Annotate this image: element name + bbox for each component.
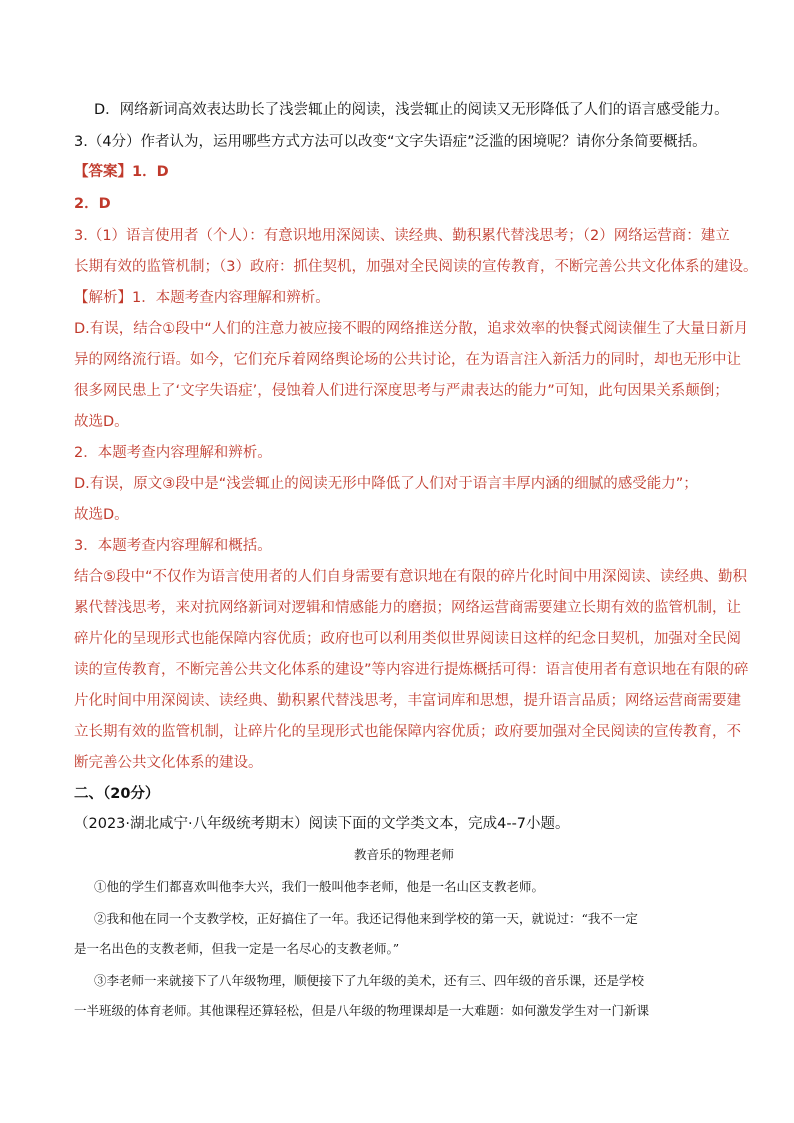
analysis-3-line-2: 累代替浅思考，来对抗网络新词对逻辑和情感能力的磨损；网络运营商需要建立长期有效的监管机制，让 [74,600,741,616]
answer-3-line-2: 长期有效的监管机制；（3）政府：抓住契机，加强对全民阅读的宣传教育，不断完善公共文化体系的建设。 [74,259,758,275]
question-3: 3.（4分）作者认为，运用哪些方式方法可以改变“文字失语症”泛滥的困境呢？请你分条简要概括。 [74,134,707,150]
analysis-3-line-4: 读的宣传教育，不断完善公共文化体系的建设”等内容进行提炼概括可得：语言使用者有意识地在有限的碎 [74,662,749,678]
analysis-3-line-3: 碎片化的呈现形式也能保障内容优质；政府也可以利用类似世界阅读日这样的纪念日契机，加强对全民阅 [74,631,741,647]
story-paragraph-2-line-1: ②我和他在同一个支教学校，正好搞住了一年。我还记得他来到学校的第一天，就说过：“我不一定 [94,911,638,926]
analysis-1-conclusion: 故选D。 [74,414,129,430]
analysis-1-line-1: D.有误，结合①段中“人们的注意力被应接不暇的网络推送分散，追求效率的快餐式阅读催生了大量日新月 [74,321,749,337]
story-paragraph-2-line-2: 是一名出色的支教老师，但我一定是一名尽心的支教老师。” [74,941,400,956]
analysis-heading: 【解析】1．本题考查内容理解和辨析。 [74,290,330,306]
option-d-text: D．网络新词高效表达助长了浅尝辄止的阅读，浅尝辄止的阅读又无形降低了人们的语言感受能力。 [94,102,729,118]
analysis-2-conclusion: 故选D。 [74,507,129,523]
analysis-3-line-6: 立长期有效的监管机制，让碎片化的呈现形式也能保障内容优质；政府要加强对全民阅读的宣传教育，不 [74,724,741,740]
answer-2: 2．D [74,196,111,212]
story-title: 教音乐的物理老师 [353,847,454,862]
analysis-3-heading: 3．本题考查内容理解和概括。 [74,538,272,554]
analysis-1-line-2: 异的网络流行语。如今，它们充斥着网络舆论场的公共讨论，在为语言注入新活力的同时，却也无形中让 [74,352,741,368]
story-paragraph-3-line-2: 一半班级的体育老师。其他课程还算轻松，但是八年级的物理课却是一大难题：如何激发学生对一门新课 [74,1003,650,1018]
analysis-2-line-1: D.有误，原文③段中是“浅尝辄止的阅读无形中降低了人们对于语言丰厚内涵的细腻的感受能力”； [74,476,698,492]
story-paragraph-3-line-1: ③李老师一来就接下了八年级物理，顺便接下了九年级的美术，还有三、四年级的音乐课，还是学校 [94,973,645,988]
analysis-3-line-1: 结合⑤段中“不仅作为语言使用者的人们自身需要有意识地在有限的碎片化时间中用深阅读、读经典、勤积 [74,569,748,585]
analysis-2-heading: 2．本题考查内容理解和辨析。 [74,445,272,461]
answer-heading: 【答案】1．D [74,164,169,180]
story-paragraph-1: ①他的学生们都喜欢叫他李大兴，我们一般叫他李老师，他是一名山区支教老师。 [94,879,545,894]
reading-instruction: （2023·湖北咸宁·八年级统考期末）阅读下面的文学类文本，完成4--7小题。 [74,816,570,832]
section-2-heading: 二、（20分） [74,786,160,802]
analysis-3-line-5: 片化时间中用深阅读、读经典、勤积累代替浅思考，丰富词库和思想，提升语言品质；网络运营商需要建 [74,693,741,709]
answer-3-line-1: 3.（1）语言使用者（个人）：有意识地用深阅读、读经典、勤积累代替浅思考；（2）网络运营商：建立 [74,228,730,244]
analysis-3-line-7: 断完善公共文化体系的建设。 [74,755,263,771]
analysis-1-line-3: 很多网民患上了‘文字失语症’，侵蚀着人们进行深度思考与严肃表达的能力”可知，此句因果关系颠倒； [74,383,729,399]
